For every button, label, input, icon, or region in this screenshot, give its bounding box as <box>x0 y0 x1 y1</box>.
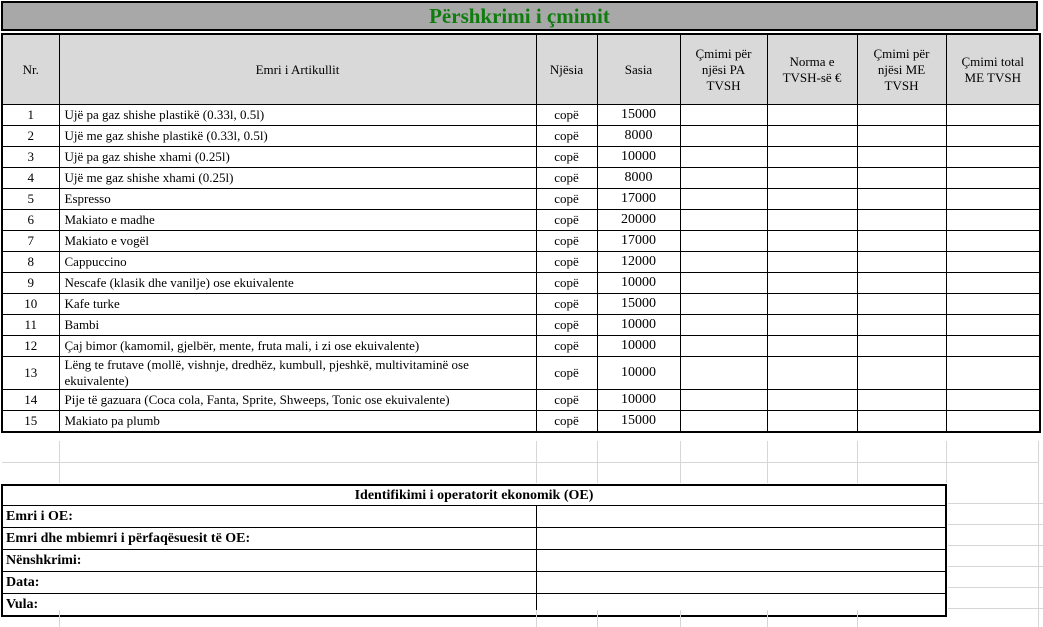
qty-cell[interactable]: 10000 <box>597 357 680 390</box>
column-header-qty: Sasia <box>597 34 680 105</box>
norma-cell[interactable] <box>767 411 857 433</box>
table-row <box>2 357 1040 390</box>
total-cell[interactable] <box>946 411 1040 433</box>
oe-field-value[interactable] <box>536 528 946 550</box>
oe-field-row <box>2 528 946 550</box>
name-cell[interactable]: Ujë me gaz shishe plastikë (0.33l, 0.5l) <box>59 126 536 147</box>
unit-cell[interactable]: copë <box>536 315 597 336</box>
unit-cell[interactable]: copë <box>536 147 597 168</box>
nr-cell[interactable]: 9 <box>2 273 59 294</box>
table-row <box>2 294 1040 315</box>
oe-field-row <box>2 572 946 594</box>
qty-cell[interactable]: 17000 <box>597 231 680 252</box>
price_me-cell[interactable] <box>857 411 946 433</box>
name-cell[interactable]: Espresso <box>59 189 536 210</box>
price_me-cell[interactable] <box>857 168 946 189</box>
qty-cell[interactable]: 8000 <box>597 168 680 189</box>
price_pa-cell[interactable] <box>680 168 767 189</box>
norma-cell[interactable] <box>767 315 857 336</box>
name-cell[interactable]: Ujë pa gaz shishe plastikë (0.33l, 0.5l) <box>59 105 536 126</box>
nr-cell[interactable]: 10 <box>2 294 59 315</box>
norma-cell[interactable] <box>767 231 857 252</box>
price-table <box>1 33 1041 433</box>
total-cell[interactable] <box>946 357 1040 390</box>
price-table-header <box>2 34 1040 105</box>
price_pa-cell[interactable] <box>680 294 767 315</box>
qty-cell[interactable]: 17000 <box>597 189 680 210</box>
oe-field-value[interactable] <box>536 572 946 594</box>
total-cell[interactable] <box>946 336 1040 357</box>
qty-cell[interactable]: 15000 <box>597 294 680 315</box>
oe-field-row <box>2 550 946 572</box>
norma-cell[interactable] <box>767 336 857 357</box>
name-cell[interactable]: Kafe turke <box>59 294 536 315</box>
gridline <box>946 441 947 483</box>
qty-cell[interactable]: 15000 <box>597 411 680 433</box>
price_pa-cell[interactable] <box>680 252 767 273</box>
price_me-cell[interactable] <box>857 273 946 294</box>
table-row <box>2 210 1040 231</box>
gridline <box>1038 483 1039 627</box>
oe-field-label: Emri dhe mbiemri i përfaqësuesit të OE: <box>2 528 536 550</box>
total-cell[interactable] <box>946 252 1040 273</box>
total-cell[interactable] <box>946 189 1040 210</box>
norma-cell[interactable] <box>767 189 857 210</box>
gridline <box>536 441 537 483</box>
price_me-cell[interactable] <box>857 189 946 210</box>
unit-cell[interactable]: copë <box>536 231 597 252</box>
price_me-cell[interactable] <box>857 390 946 411</box>
unit-cell[interactable]: copë <box>536 411 597 433</box>
price_pa-cell[interactable] <box>680 126 767 147</box>
price_me-cell[interactable] <box>857 294 946 315</box>
column-header-total: Çmimi total ME TVSH <box>946 34 1040 105</box>
qty-cell[interactable]: 8000 <box>597 126 680 147</box>
gridline <box>767 441 768 483</box>
gridline <box>857 441 858 483</box>
price_pa-cell[interactable] <box>680 411 767 433</box>
unit-cell[interactable]: copë <box>536 252 597 273</box>
table-row <box>2 252 1040 273</box>
total-cell[interactable] <box>946 390 1040 411</box>
price_pa-cell[interactable] <box>680 147 767 168</box>
gridline <box>767 610 768 627</box>
norma-cell[interactable] <box>767 357 857 390</box>
gridline <box>948 503 1043 504</box>
unit-cell[interactable]: copë <box>536 357 597 390</box>
gridline <box>597 610 598 627</box>
table-row <box>2 105 1040 126</box>
table-row <box>2 189 1040 210</box>
gridline <box>680 441 681 483</box>
nr-cell[interactable]: 7 <box>2 231 59 252</box>
nr-cell[interactable]: 1 <box>2 105 59 126</box>
norma-cell[interactable] <box>767 294 857 315</box>
header-row <box>2 34 1040 105</box>
price_me-cell[interactable] <box>857 231 946 252</box>
price_pa-cell[interactable] <box>680 273 767 294</box>
nr-cell[interactable]: 5 <box>2 189 59 210</box>
price_me-cell[interactable] <box>857 210 946 231</box>
price_pa-cell[interactable] <box>680 315 767 336</box>
norma-cell[interactable] <box>767 147 857 168</box>
price_pa-cell[interactable] <box>680 336 767 357</box>
unit-cell[interactable]: copë <box>536 336 597 357</box>
name-cell[interactable]: Cappuccino <box>59 252 536 273</box>
price_me-cell[interactable] <box>857 105 946 126</box>
table-row <box>2 126 1040 147</box>
price_pa-cell[interactable] <box>680 210 767 231</box>
unit-cell[interactable]: copë <box>536 105 597 126</box>
gridline <box>1038 441 1039 483</box>
oe-field-label: Nënshkrimi: <box>2 550 536 572</box>
oe-field-row <box>2 506 946 528</box>
oe-field-label: Emri i OE: <box>2 506 536 528</box>
price_pa-cell[interactable] <box>680 189 767 210</box>
norma-cell[interactable] <box>767 390 857 411</box>
qty-cell[interactable]: 10000 <box>597 147 680 168</box>
price_pa-cell[interactable] <box>680 231 767 252</box>
name-cell[interactable]: Lëng te frutave (mollë, vishnje, dredhëz, kumbull, pjeshkë, multivitaminë ose ekuivalente) <box>59 357 536 390</box>
nr-cell[interactable]: 6 <box>2 210 59 231</box>
oe-field-value[interactable] <box>536 550 946 572</box>
price_me-cell[interactable] <box>857 336 946 357</box>
price_me-cell[interactable] <box>857 126 946 147</box>
oe-tbody <box>2 485 946 616</box>
table-row <box>2 336 1040 357</box>
table-row <box>2 390 1040 411</box>
norma-cell[interactable] <box>767 252 857 273</box>
oe-field-label: Vula: <box>2 594 536 617</box>
gridline <box>59 441 60 483</box>
oe-title-row <box>2 485 946 506</box>
total-cell[interactable] <box>946 168 1040 189</box>
nr-cell[interactable]: 11 <box>2 315 59 336</box>
name-cell[interactable]: Nescafe (klasik dhe vanilje) ose ekuivalente <box>59 273 536 294</box>
price_me-cell[interactable] <box>857 315 946 336</box>
name-cell[interactable]: Makiato pa plumb <box>59 411 536 433</box>
unit-cell[interactable]: copë <box>536 294 597 315</box>
column-header-name: Emri i Artikullit <box>59 34 536 105</box>
total-cell[interactable] <box>946 126 1040 147</box>
norma-cell[interactable] <box>767 126 857 147</box>
nr-cell[interactable]: 15 <box>2 411 59 433</box>
norma-cell[interactable] <box>767 105 857 126</box>
oe-section-title: Identifikimi i operatorit ekonomik (OE) <box>2 485 946 506</box>
unit-cell[interactable]: copë <box>536 189 597 210</box>
gridline <box>948 566 1043 567</box>
table-row <box>2 273 1040 294</box>
qty-cell[interactable]: 15000 <box>597 105 680 126</box>
table-row <box>2 315 1040 336</box>
total-cell[interactable] <box>946 147 1040 168</box>
nr-cell[interactable]: 14 <box>2 390 59 411</box>
gridline <box>680 610 681 627</box>
table-row <box>2 168 1040 189</box>
nr-cell[interactable]: 2 <box>2 126 59 147</box>
table-row <box>2 147 1040 168</box>
unit-cell[interactable]: copë <box>536 273 597 294</box>
nr-cell[interactable]: 13 <box>2 357 59 390</box>
unit-cell[interactable]: copë <box>536 168 597 189</box>
price_me-cell[interactable] <box>857 357 946 390</box>
norma-cell[interactable] <box>767 168 857 189</box>
gridline <box>597 441 598 483</box>
name-cell[interactable]: Makiato e madhe <box>59 210 536 231</box>
name-cell[interactable]: Makiato e vogël <box>59 231 536 252</box>
oe-field-value[interactable] <box>536 506 946 528</box>
norma-cell[interactable] <box>767 210 857 231</box>
gridline <box>948 524 1043 525</box>
nr-cell[interactable]: 12 <box>2 336 59 357</box>
gridline <box>948 608 1043 609</box>
oe-field-label: Data: <box>2 572 536 594</box>
qty-cell[interactable]: 10000 <box>597 315 680 336</box>
total-cell[interactable] <box>946 273 1040 294</box>
column-header-unit: Njësia <box>536 34 597 105</box>
qty-cell[interactable]: 10000 <box>597 390 680 411</box>
total-cell[interactable] <box>946 315 1040 336</box>
gridline <box>948 587 1043 588</box>
nr-cell[interactable]: 4 <box>2 168 59 189</box>
price_me-cell[interactable] <box>857 147 946 168</box>
total-cell[interactable] <box>946 210 1040 231</box>
unit-cell[interactable]: copë <box>536 126 597 147</box>
items-tbody <box>2 105 1040 433</box>
name-cell[interactable]: Ujë pa gaz shishe xhami (0.25l) <box>59 147 536 168</box>
oe-table <box>1 484 947 617</box>
name-cell[interactable]: Bambi <box>59 315 536 336</box>
price_pa-cell[interactable] <box>680 105 767 126</box>
qty-cell[interactable]: 10000 <box>597 273 680 294</box>
gridline <box>536 610 537 627</box>
name-cell[interactable]: Çaj bimor (kamomil, gjelbër, mente, fruta mali, i zi ose ekuivalente) <box>59 336 536 357</box>
qty-cell[interactable]: 12000 <box>597 252 680 273</box>
price_pa-cell[interactable] <box>680 390 767 411</box>
unit-cell[interactable]: copë <box>536 210 597 231</box>
total-cell[interactable] <box>946 294 1040 315</box>
gridline <box>857 610 858 627</box>
norma-cell[interactable] <box>767 273 857 294</box>
qty-cell[interactable]: 20000 <box>597 210 680 231</box>
price_pa-cell[interactable] <box>680 357 767 390</box>
table-row <box>2 231 1040 252</box>
name-cell[interactable]: Ujë me gaz shishe xhami (0.25l) <box>59 168 536 189</box>
total-cell[interactable] <box>946 231 1040 252</box>
column-header-price-me: Çmimi për njësi ME TVSH <box>857 34 946 105</box>
total-cell[interactable] <box>946 105 1040 126</box>
gridline <box>948 545 1043 546</box>
name-cell[interactable]: Pije të gazuara (Coca cola, Fanta, Sprite, Shweeps, Tonic ose ekuivalente) <box>59 390 536 411</box>
price_me-cell[interactable] <box>857 252 946 273</box>
column-header-nr: Nr. <box>2 34 59 105</box>
sheet-title: Përshkrimi i çmimit <box>1 1 1038 31</box>
gridline <box>2 462 1039 463</box>
qty-cell[interactable]: 10000 <box>597 336 680 357</box>
nr-cell[interactable]: 8 <box>2 252 59 273</box>
gridline <box>59 610 60 627</box>
oe-field-row <box>2 594 946 617</box>
table-row <box>2 411 1040 433</box>
unit-cell[interactable]: copë <box>536 390 597 411</box>
column-header-price-pa: Çmimi për njësi PA TVSH <box>680 34 767 105</box>
nr-cell[interactable]: 3 <box>2 147 59 168</box>
column-header-norma: Norma e TVSH-së € <box>767 34 857 105</box>
